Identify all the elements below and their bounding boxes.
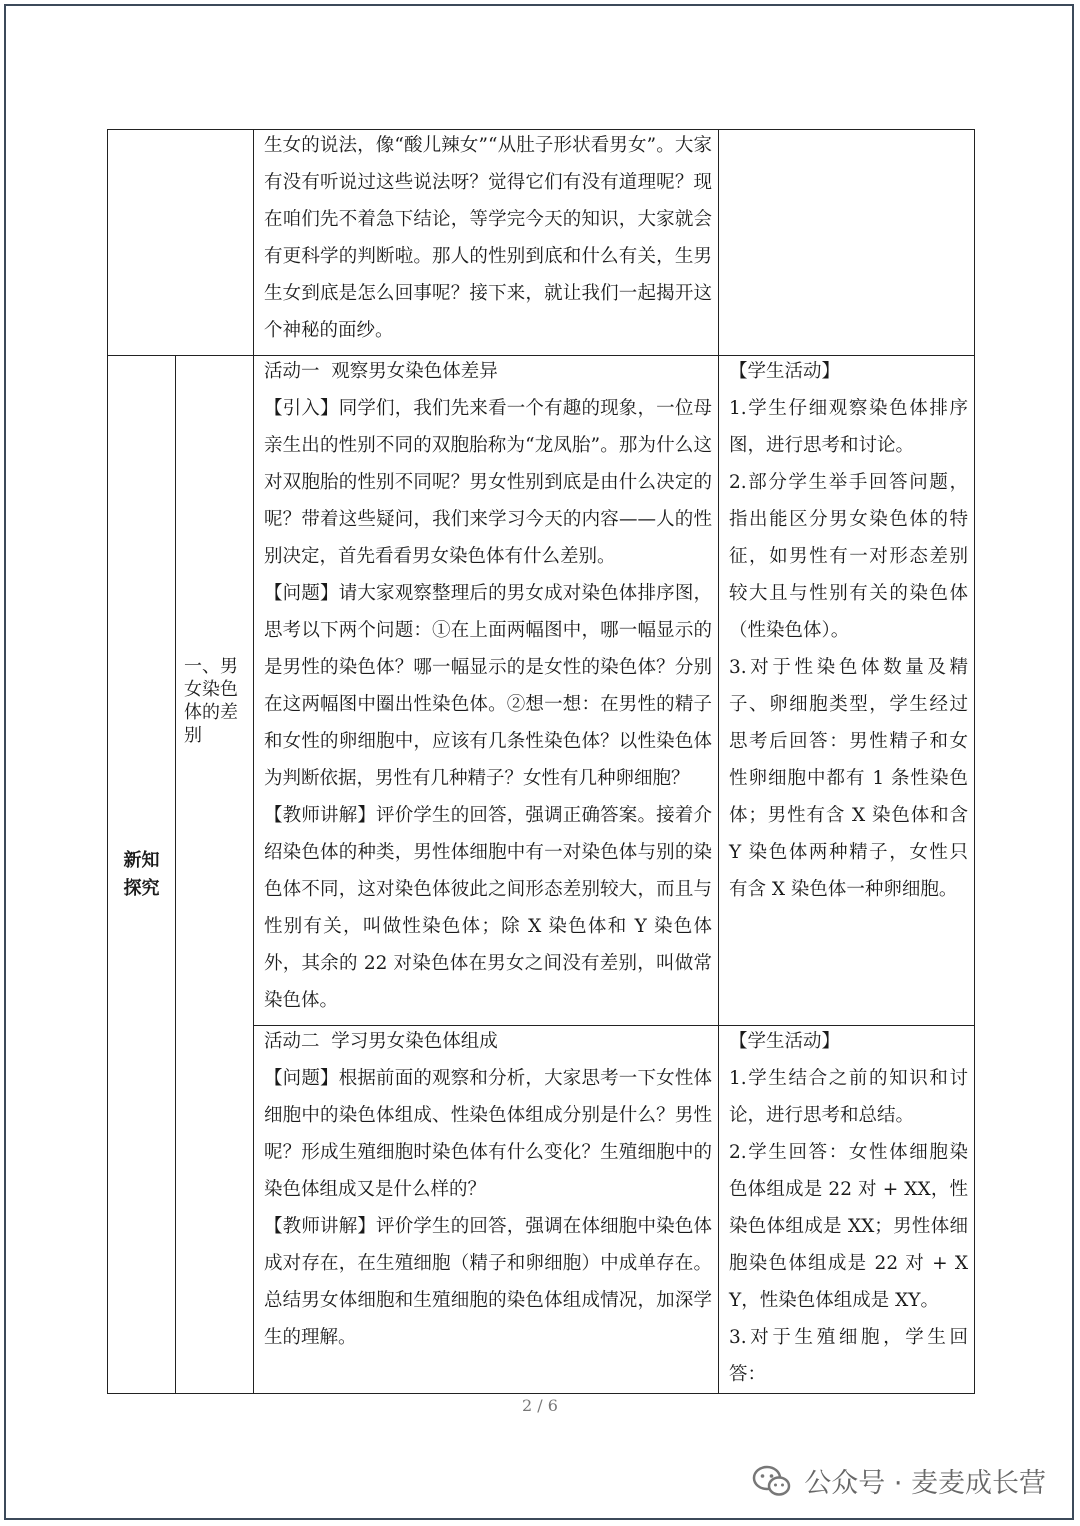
activity1-title: 活动一 观察男女染色体差异	[264, 361, 498, 382]
stage-label: 新知探究	[108, 356, 176, 1394]
watermark-text: 公众号 · 麦麦成长营	[804, 1468, 1046, 1499]
intro-cell	[254, 130, 719, 356]
intro-text: 生女的说法，像“酸儿辣女”“从肚子形状看男女”。大家有没有听说过这些说法呀？觉得它们有没有道理呢？现在咱们先不着急下结论，等学完今天的知识，大家就会有更科学的判断啦。那人的性别到底和什么有关，生男生女到底是怎么回事呢？接下来，就让我们一起揭开这个神秘的面纱。	[264, 135, 712, 341]
activity1-student: 【学生活动】 1.学生仔细观察染色体排序图，进行思考和讨论。 2.部分学生举手回答问题，指出能区分男女染色体的特征，如男性有一对形态差别较大且与性别有关的染色体（性染色体）。 3.对于性染色体数量及精子、卵细胞类型，学生经过思考后回答：男性精子和女性卵细胞中都有 1 条性染色体；男性有含 X 染色体和含 Y 染色体两种精子，女性只有含 X 染色体一种卵细胞。	[729, 361, 968, 900]
activity2-title: 活动二 学习男女染色体组成	[264, 1031, 498, 1052]
activity1-cell	[254, 356, 719, 1026]
empty-cell	[108, 130, 254, 356]
activity2-student: 【学生活动】 1.学生结合之前的知识和讨论，进行思考和总结。 2.学生回答：女性体细胞染色体组成是 22 对 + XX，性染色体组成是 XX；男性体细胞染色体组成是 22 对 + XY，性染色体组成是 XY。 3.对于生殖细胞，学生回答：	[729, 1031, 968, 1385]
table-row	[108, 130, 975, 356]
activity1-question: 【问题】请大家观察整理后的男女成对染色体排序图，思考以下两个问题：①在上面两幅图中，哪一幅显示的是男性的染色体？哪一幅显示的是女性的染色体？分别在这两幅图中圈出性染色体。②想一想：在男性的精子和女性的卵细胞中，应该有几条性染色体？以性染色体为判断依据，男性有几种精子？女性有几种卵细胞？	[264, 583, 712, 789]
empty-cell	[719, 130, 975, 356]
activity2-lecture: 【教师讲解】评价学生的回答，强调在体细胞中染色体成对存在，在生殖细胞（精子和卵细胞）中成单存在。总结男女体细胞和生殖细胞的染色体组成情况，加深学生的理解。	[264, 1216, 712, 1348]
table-row	[108, 356, 975, 1026]
lesson-plan-table	[107, 129, 975, 1394]
topic-label: 一、男女染色体的差别	[176, 356, 254, 1394]
activity1-student-cell	[719, 356, 975, 1026]
activity1-intro: 【引入】同学们，我们先来看一个有趣的现象，一位母亲生出的性别不同的双胞胎称为“龙凤胎”。那为什么这对双胞胎的性别不同呢？男女性别到底是由什么决定的呢？带着这些疑问，我们来学习今天的内容——人的性别决定，首先看看男女染色体有什么差别。	[264, 398, 712, 567]
page-number: 2 / 6	[522, 1396, 558, 1415]
activity2-cell	[254, 1026, 719, 1394]
activity1-lecture: 【教师讲解】评价学生的回答，强调正确答案。接着介绍染色体的种类，男性体细胞中有一对染色体与别的染色体不同，这对染色体彼此之间形态差别较大，而且与性别有关，叫做性染色体；除 X 染色体和 Y 染色体外，其余的 22 对染色体在男女之间没有差别，叫做常染色体。	[264, 805, 712, 1011]
activity2-student-cell	[719, 1026, 975, 1394]
wechat-icon	[752, 1464, 792, 1498]
activity2-question: 【问题】根据前面的观察和分析，大家思考一下女性体细胞中的染色体组成、性染色体组成分别是什么？男性呢？形成生殖细胞时染色体有什么变化？生殖细胞中的染色体组成又是什么样的？	[264, 1068, 712, 1200]
watermark	[752, 1461, 1046, 1500]
